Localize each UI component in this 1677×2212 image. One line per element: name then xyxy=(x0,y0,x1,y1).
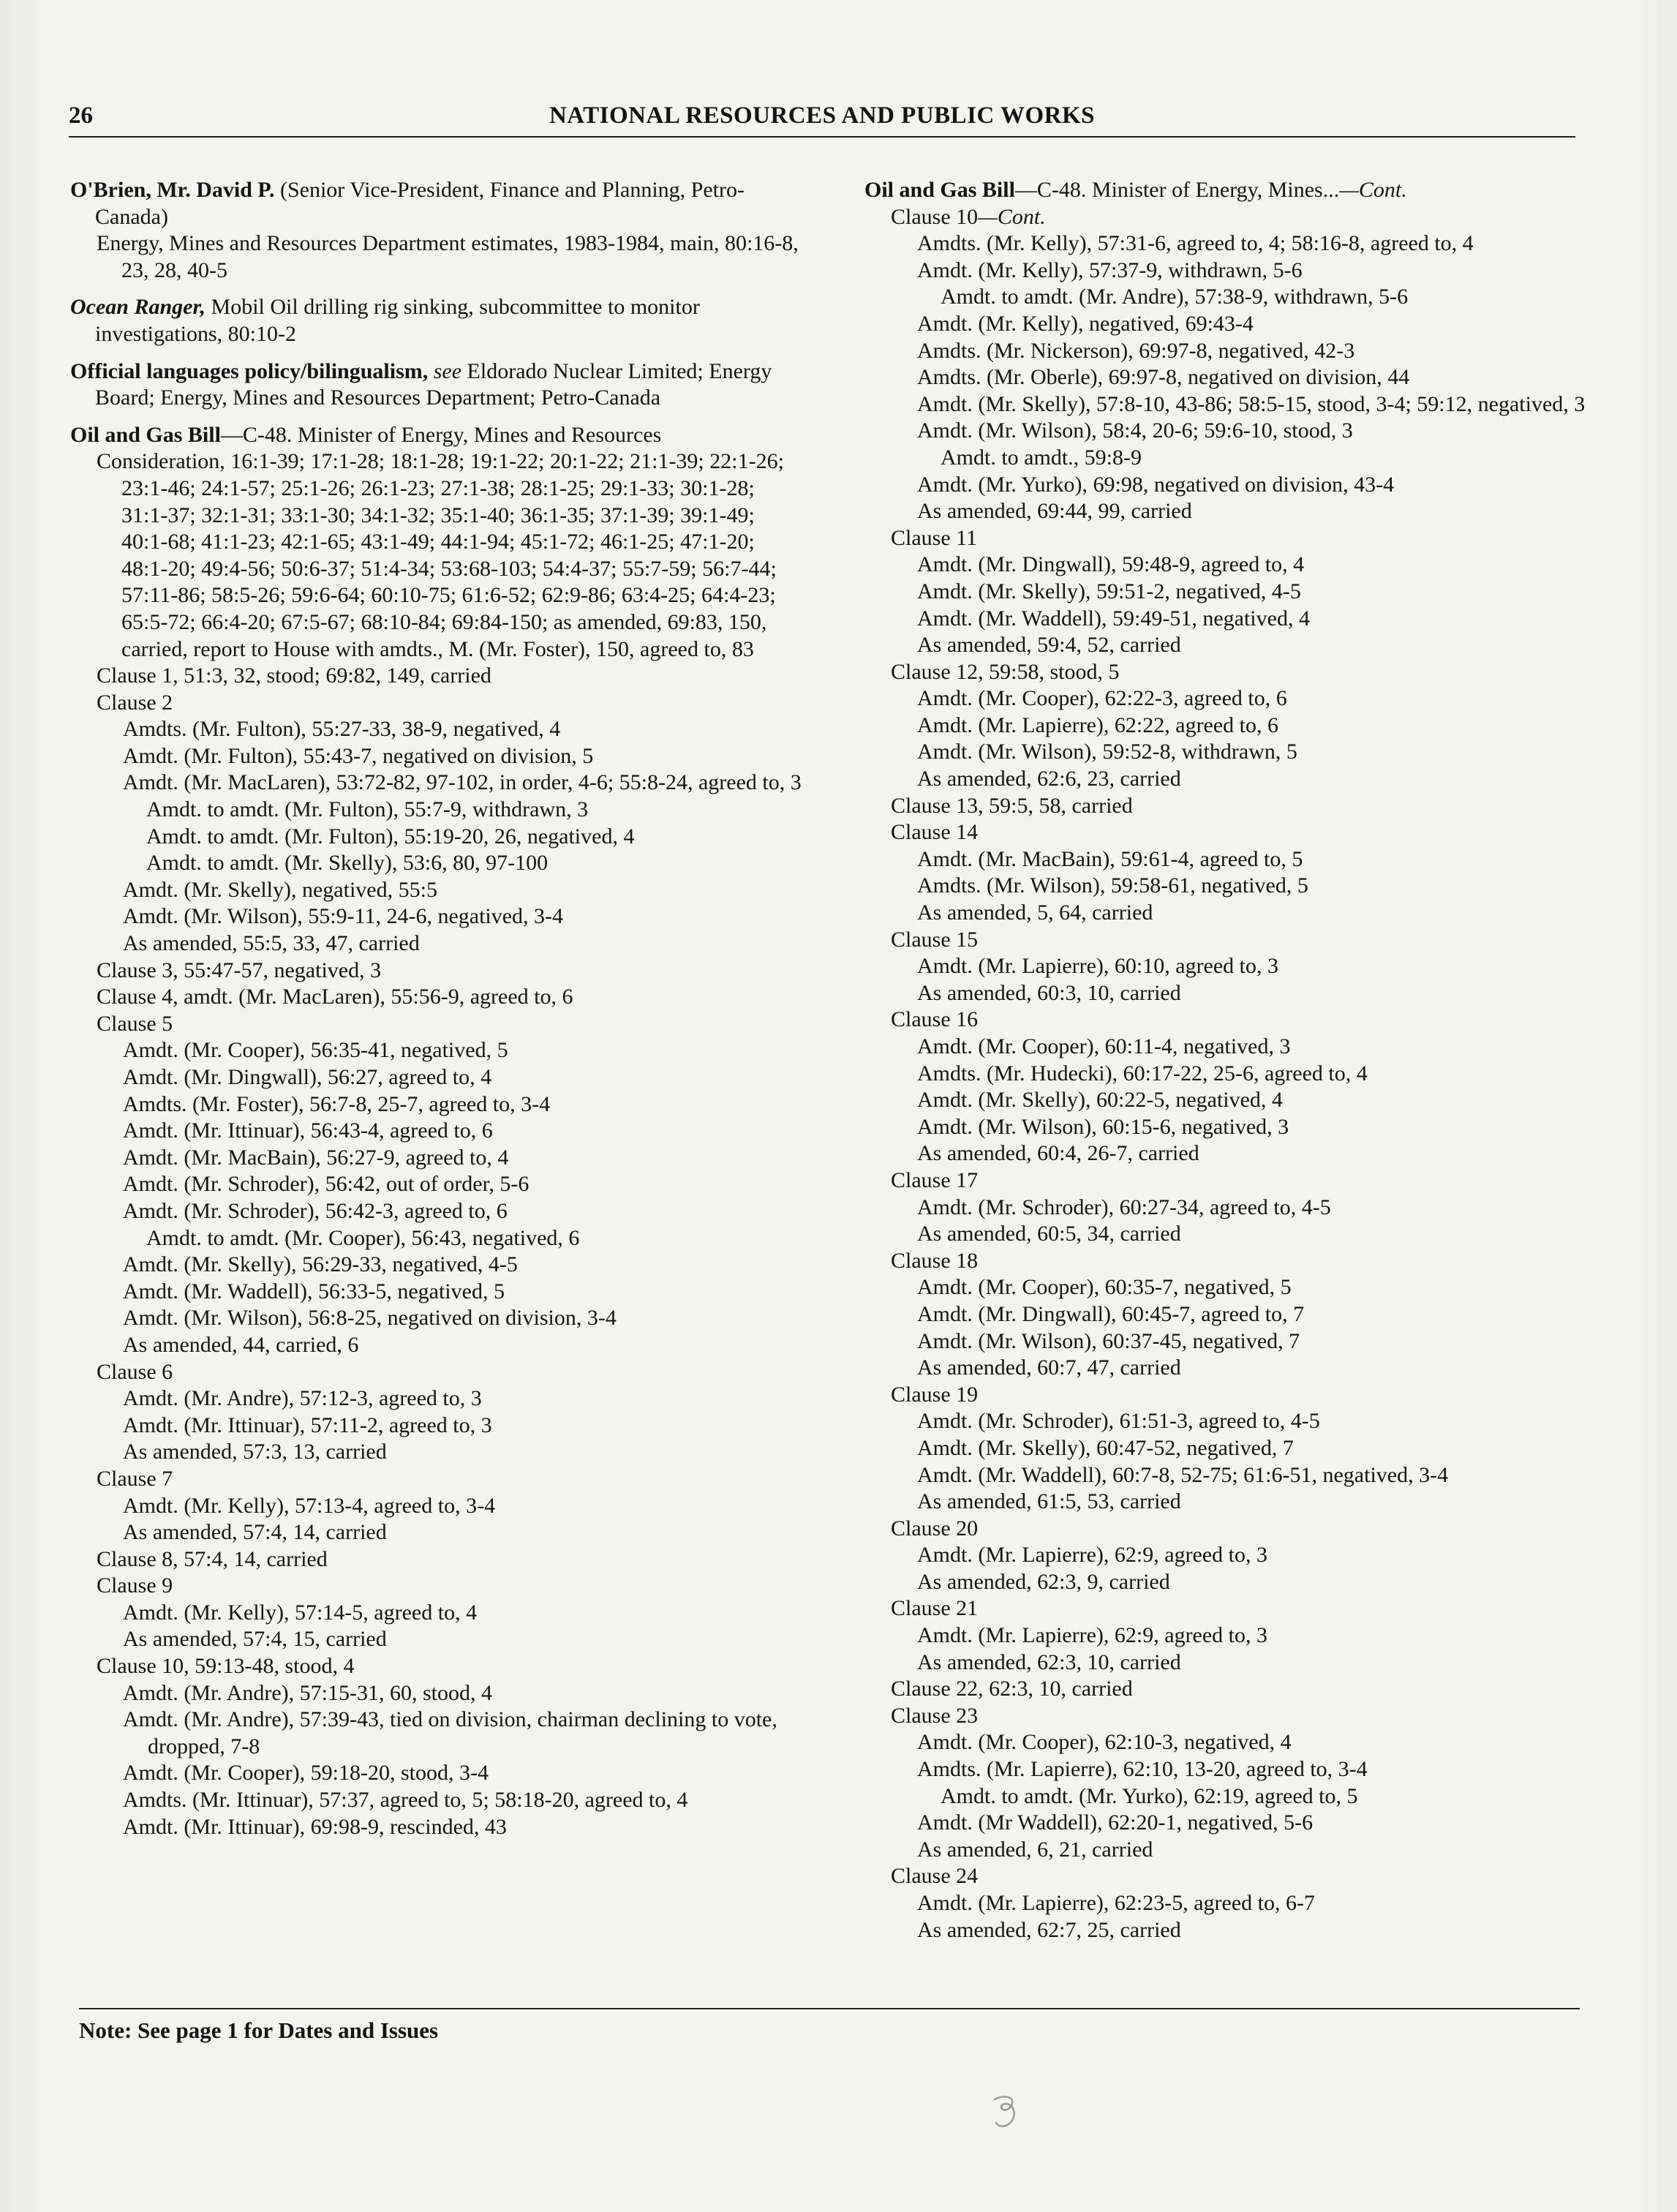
index-amendment-line: Amdt. (Mr Waddell), 62:20-1, negatived, 5-6 xyxy=(917,1810,1314,1835)
index-subentry: Consideration, 16:1-39; 17:1-28; 18:1-28; 19:1-22; 20:1-22; 21:1-39; 22:1-26; 23:1-46; 24:1-57; 25:1-26; 26:1-23; 27:1-38; 28:1-25; 29:1-33; 30:1-28; 31:1-37; 32:1-31; 33:1-30; 34:1-32; 35:1-40; 36:1-35; 37:1-39; 39:1-49; 40:1-68; 41:1-23; 42:1-65; 43:1-49; 44:1-94; 45:1-72; 46:1-25; 47:1-20; 48:1-20; 49:4-56; 50:6-37; 51:4-34; 53:68-103; 54:4-37; 55:7-59; 56:7-44; 57:11-86; 58:5-26; 59:6-64; 60:10-75; 61:6-52; 62:9-86; 63:4-25; 64:4-23; 65:5-72; 66:4-20; 67:5-67; 68:10-84; 69:84-150; as amended, 69:83, 150, carried, report to House with amdts., M. (Mr. Foster), 150, agreed to, 83 xyxy=(97,449,784,661)
index-amendment-line: Amdt. (Mr. MacBain), 59:61-4, agreed to, 5 xyxy=(917,846,1303,871)
index-amendment-line: As amended, 62:7, 25, carried xyxy=(917,1917,1181,1942)
index-amendment-line: Amdt. (Mr. Kelly), negatived, 69:43-4 xyxy=(917,311,1254,336)
index-amendment-line: Amdt. (Mr. Cooper), 60:11-4, negatived, 3 xyxy=(917,1034,1291,1058)
entry-description: —C-48. Minister of Energy, Mines and Resources xyxy=(220,422,662,447)
entry-description: —C-48. Minister of Energy, Mines... xyxy=(1014,178,1340,202)
index-amendment-line: As amended, 60:5, 34, carried xyxy=(917,1222,1181,1246)
index-amendment-line: Amdt. (Mr. Lapierre), 62:9, agreed to, 3 xyxy=(917,1623,1268,1648)
index-amendment-line: As amended, 60:7, 47, carried xyxy=(917,1355,1181,1380)
clause-heading xyxy=(891,204,1596,231)
entry-heading xyxy=(70,177,802,230)
index-amendment-line: Amdts. (Mr. Foster), 56:7-8, 25-7, agreed to, 3-4 xyxy=(123,1091,551,1116)
index-subentry: Clause 18 xyxy=(891,1248,979,1273)
index-amendment-line: Amdt. (Mr. Cooper), 60:35-7, negatived, 5 xyxy=(917,1275,1292,1300)
index-subentry: Clause 7 xyxy=(97,1466,173,1491)
index-amendment-line: Amdt. (Mr. Wilson), 56:8-25, negatived on division, 3-4 xyxy=(123,1306,617,1331)
index-subentry: Clause 1, 51:3, 32, stood; 69:82, 149, carried xyxy=(97,663,491,688)
continued-marker: —Cont. xyxy=(978,204,1046,229)
entry-name: O'Brien, Mr. David P. xyxy=(70,178,275,202)
index-amendment-line: Amdt. (Mr. Waddell), 60:7-8, 52-75; 61:6-51, negatived, 3-4 xyxy=(917,1462,1449,1487)
index-amendment-line: Amdt. (Mr. Lapierre), 60:10, agreed to, 3 xyxy=(917,954,1279,979)
index-amendment-line: Amdt. (Mr. Waddell), 59:49-51, negatived, 4 xyxy=(917,606,1310,631)
index-amendment-line: Amdt. (Mr. MacBain), 56:27-9, agreed to, 4 xyxy=(123,1145,509,1170)
index-amendment-line: As amended, 62:3, 9, carried xyxy=(917,1569,1170,1594)
running-title: NATIONAL RESOURCES AND PUBLIC WORKS xyxy=(549,102,1096,129)
index-subentry: Clause 21 xyxy=(891,1596,979,1621)
index-amendment-line: Amdt. (Mr. Wilson), 60:15-6, negatived, 3 xyxy=(917,1114,1289,1139)
index-amendment-line: Amdt. (Mr. Lapierre), 62:23-5, agreed to, 6-7 xyxy=(917,1891,1315,1915)
index-entry-oil-gas-bill xyxy=(70,422,802,1840)
index-subentry: Clause 16 xyxy=(891,1007,979,1032)
entry-name: Oil and Gas Bill xyxy=(864,178,1015,202)
index-amendment-line: Amdt. (Mr. Andre), 57:15-31, 60, stood, 4 xyxy=(123,1680,492,1705)
index-amendment-line: Amdt. (Mr. Wilson), 59:52-8, withdrawn, 5 xyxy=(917,740,1297,764)
index-amendment-line: Amdt. (Mr. Skelly), 60:22-5, negatived, 4 xyxy=(917,1088,1283,1113)
index-amendment-line: Amdt. (Mr. Cooper), 56:35-41, negatived, 5 xyxy=(123,1038,508,1063)
index-amendment-line: Amdt. (Mr. MacLaren), 53:72-82, 97-102, in order, 4-6; 55:8-24, agreed to, 3 xyxy=(123,770,802,795)
entry-sublines xyxy=(70,448,802,1840)
index-amendment-line: Amdts. (Mr. Ittinuar), 57:37, agreed to, 5; 58:18-20, agreed to, 4 xyxy=(123,1788,688,1813)
page-number: 26 xyxy=(69,102,93,129)
index-subamendment-line: Amdt. to amdt., 59:8-9 xyxy=(941,445,1142,470)
index-amendment-line: As amended, 44, carried, 6 xyxy=(123,1332,359,1357)
index-amendment-line: Amdt. (Mr. Skelly), 57:8-10, 43-86; 58:5-15, stood, 3-4; 59:12, negatived, 3 xyxy=(917,391,1586,416)
index-amendment-line: Amdt. (Mr. Kelly), 57:13-4, agreed to, 3-4 xyxy=(123,1493,496,1518)
header-rule xyxy=(69,136,1575,138)
index-subentry: Clause 5 xyxy=(97,1011,173,1036)
index-amendment-line: Amdt. (Mr. Kelly), 57:14-5, agreed to, 4 xyxy=(123,1600,478,1625)
index-amendment-line: As amended, 60:3, 10, carried xyxy=(917,980,1181,1005)
index-amendment-line: Amdts. (Mr. Oberle), 69:97-8, negatived on division, 44 xyxy=(917,365,1410,390)
index-subentry: Clause 19 xyxy=(891,1382,979,1407)
index-amendment-line: Amdts. (Mr. Wilson), 59:58-61, negatived, 5 xyxy=(917,873,1308,898)
index-subentry: Clause 23 xyxy=(891,1703,979,1728)
index-amendment-line: Amdt. (Mr. Dingwall), 60:45-7, agreed to, 7 xyxy=(917,1301,1305,1326)
index-subentry: Clause 22, 62:3, 10, carried xyxy=(891,1677,1133,1701)
index-amendment-line: As amended, 5, 64, carried xyxy=(917,900,1153,925)
index-amendment-line: As amended, 57:4, 15, carried xyxy=(123,1627,387,1652)
index-amendment-line: Amdts. (Mr. Kelly), 57:31-6, agreed to, 4; 58:16-8, agreed to, 4 xyxy=(917,231,1474,256)
index-subentry: Clause 15 xyxy=(891,927,979,952)
clause-label: Clause 10 xyxy=(891,204,979,229)
index-amendment-line: Amdt. (Mr. Skelly), 56:29-33, negatived, 4-5 xyxy=(123,1252,518,1277)
index-amendment-line: Amdt. (Mr. Waddell), 56:33-5, negatived, 5 xyxy=(123,1279,505,1304)
index-amendment-line: Amdt. (Mr. Schroder), 60:27-34, agreed to, 4-5 xyxy=(917,1195,1331,1219)
footer-rule xyxy=(79,2008,1580,2009)
index-entry-oil-gas-bill-continued xyxy=(864,177,1596,1944)
entry-heading xyxy=(70,358,802,412)
index-amendment-line: Amdt. (Mr. Fulton), 55:43-7, negatived on division, 5 xyxy=(123,743,594,768)
index-subentry: Clause 14 xyxy=(891,820,979,845)
index-amendment-line: As amended, 57:3, 13, carried xyxy=(123,1440,387,1464)
index-amendment-line: As amended, 69:44, 99, carried xyxy=(917,499,1192,524)
index-subamendment-line: Amdt. to amdt. (Mr. Andre), 57:38-9, withdrawn, 5-6 xyxy=(941,285,1409,309)
index-subentry: Clause 17 xyxy=(891,1167,979,1192)
index-amendment-line: Amdt. (Mr. Cooper), 62:10-3, negatived, 4 xyxy=(917,1730,1292,1755)
index-subentry: Clause 3, 55:47-57, negatived, 3 xyxy=(97,958,382,982)
right-column xyxy=(864,177,1596,1954)
index-amendment-line: Amdt. (Mr. Yurko), 69:98, negatived on division, 43-4 xyxy=(917,472,1395,497)
index-amendment-line: Amdt. (Mr. Schroder), 56:42, out of order, 5-6 xyxy=(123,1172,530,1197)
index-amendment-line: As amended, 59:4, 52, carried xyxy=(917,633,1181,658)
entry-name: Ocean Ranger, xyxy=(70,295,206,320)
index-amendment-line: Amdt. (Mr. Skelly), 59:51-2, negatived, 4-5 xyxy=(917,579,1301,603)
index-subentry: Clause 12, 59:58, stood, 5 xyxy=(891,659,1120,684)
index-amendment-line: Amdt. (Mr. Ittinuar), 56:43-4, agreed to, 6 xyxy=(123,1118,493,1143)
index-amendment-line: Amdt. (Mr. Cooper), 59:18-20, stood, 3-4 xyxy=(123,1761,489,1786)
index-amendment-line: Amdt. (Mr. Andre), 57:12-3, agreed to, 3 xyxy=(123,1386,482,1411)
footnote: Note: See page 1 for Dates and Issues xyxy=(79,2017,439,2043)
entry-heading xyxy=(70,422,802,449)
left-column xyxy=(70,177,802,1851)
index-subentry: Clause 4, amdt. (Mr. MacLaren), 55:56-9, agreed to, 6 xyxy=(97,985,573,1009)
index-subentry: Clause 2 xyxy=(97,690,173,715)
index-amendment-line: As amended, 62:3, 10, carried xyxy=(917,1649,1181,1674)
index-entry-obrien xyxy=(70,177,802,284)
index-amendment-line: As amended, 61:5, 53, carried xyxy=(917,1489,1181,1514)
index-amendment-line: Amdts. (Mr. Hudecki), 60:17-22, 25-6, agreed to, 4 xyxy=(917,1061,1368,1086)
index-subentry: Clause 13, 59:5, 58, carried xyxy=(891,793,1133,818)
index-amendment-line: Amdt. (Mr. Ittinuar), 69:98-9, rescinded, 43 xyxy=(123,1814,507,1839)
index-amendment-line: Amdt. (Mr. Dingwall), 59:48-9, agreed to, 4 xyxy=(917,552,1305,577)
index-subentry: Clause 6 xyxy=(97,1359,173,1384)
index-amendment-line: As amended, 6, 21, carried xyxy=(917,1837,1153,1862)
index-subentry: Clause 9 xyxy=(97,1573,173,1598)
entry-description: Mobil Oil drilling rig sinking, subcommittee to monitor investigations, 80:10-2 xyxy=(95,295,700,346)
index-amendment-line: Amdt. (Mr. Dingwall), 56:27, agreed to, 4 xyxy=(123,1065,492,1089)
index-amendment-line: Amdt. (Mr. Kelly), 57:37-9, withdrawn, 5-6 xyxy=(917,257,1303,282)
entry-heading xyxy=(864,177,1596,204)
index-entry-ocean-ranger xyxy=(70,294,802,347)
index-subentry: Clause 11 xyxy=(891,525,978,550)
index-amendment-line: As amended, 55:5, 33, 47, carried xyxy=(123,931,420,956)
index-amendment-line: Amdt. (Mr. Wilson), 60:37-45, negatived, 7 xyxy=(917,1328,1300,1353)
index-subamendment-line: Amdt. to amdt. (Mr. Fulton), 55:7-9, withdrawn, 3 xyxy=(146,797,589,822)
index-amendment-line: As amended, 60:4, 26-7, carried xyxy=(917,1141,1199,1166)
entry-description: (Senior Vice-President, Finance and Planning, Petro-Canada) xyxy=(95,178,745,229)
index-subentry: Clause 8, 57:4, 14, carried xyxy=(97,1546,328,1571)
index-amendment-line: As amended, 62:6, 23, carried xyxy=(917,767,1181,791)
index-amendment-line: Amdt. (Mr. Skelly), 60:47-52, negatived, 7 xyxy=(917,1435,1294,1460)
index-amendment-line: Amdt. (Mr. Ittinuar), 57:11-2, agreed to, 3 xyxy=(123,1412,492,1437)
index-subentry: Clause 20 xyxy=(891,1516,979,1540)
index-amendment-line: Amdt. (Mr. Schroder), 61:51-3, agreed to, 4-5 xyxy=(917,1409,1320,1434)
index-subamendment-line: Amdt. to amdt. (Mr. Cooper), 56:43, negatived, 6 xyxy=(146,1225,580,1250)
index-subamendment-line: Amdt. to amdt. (Mr. Yurko), 62:19, agreed to, 5 xyxy=(941,1783,1358,1808)
continued-marker: —Cont. xyxy=(1339,178,1407,202)
entry-name: Official languages policy/bilingualism, xyxy=(70,358,429,383)
index-amendment-line: Amdt. (Mr. Schroder), 56:42-3, agreed to, 6 xyxy=(123,1198,508,1223)
index-amendment-line: Amdt. (Mr. Andre), 57:39-43, tied on division, chairman declining to vote, dropped, 7-8 xyxy=(123,1707,777,1758)
index-amendment-line: Amdt. (Mr. Lapierre), 62:22, agreed to, 6 xyxy=(917,712,1279,737)
index-amendment-line: Amdt. (Mr. Wilson), 58:4, 20-6; 59:6-10, stood, 3 xyxy=(917,418,1353,443)
index-amendment-line: Amdts. (Mr. Fulton), 55:27-33, 38-9, negatived, 4 xyxy=(123,717,561,742)
index-amendment-line: Amdt. (Mr. Lapierre), 62:9, agreed to, 3 xyxy=(917,1543,1268,1568)
index-subamendment-line: Amdt. to amdt. (Mr. Fulton), 55:19-20, 26, negatived, 4 xyxy=(146,824,635,849)
index-subamendment-line: Amdt. to amdt. (Mr. Skelly), 53:6, 80, 97-100 xyxy=(146,851,549,876)
entry-heading xyxy=(70,294,802,347)
handwritten-mark xyxy=(984,2091,1028,2134)
index-subentry: Clause 10, 59:13-48, stood, 4 xyxy=(97,1654,355,1679)
index-amendment-line: Amdts. (Mr. Nickerson), 69:97-8, negatived, 42-3 xyxy=(917,338,1355,363)
index-amendment-line: Amdt. (Mr. Cooper), 62:22-3, agreed to, 6 xyxy=(917,686,1287,711)
index-subentry: Clause 24 xyxy=(891,1864,979,1889)
index-amendment-line: Amdt. (Mr. Wilson), 55:9-11, 24-6, negatived, 3-4 xyxy=(123,904,564,929)
entry-name: Oil and Gas Bill xyxy=(70,422,221,447)
index-amendment-line: As amended, 57:4, 14, carried xyxy=(123,1520,387,1545)
see-reference: see xyxy=(433,358,462,383)
entry-sublines xyxy=(864,230,1596,1944)
index-amendment-line: Amdt. (Mr. Skelly), negatived, 55:5 xyxy=(123,877,437,902)
index-amendment-line: Amdts. (Mr. Lapierre), 62:10, 13-20, agreed to, 3-4 xyxy=(917,1757,1368,1782)
entry-subline: Energy, Mines and Resources Department estimates, 1983-1984, main, 80:16-8, 23, 28, 40-5 xyxy=(97,231,799,282)
entry-description: Eldorado Nuclear Limited; Energy Board; Energy, Mines and Resources Department; Petro-Canada xyxy=(95,358,772,410)
index-entry-official-languages xyxy=(70,358,802,412)
page-header xyxy=(69,102,1575,135)
